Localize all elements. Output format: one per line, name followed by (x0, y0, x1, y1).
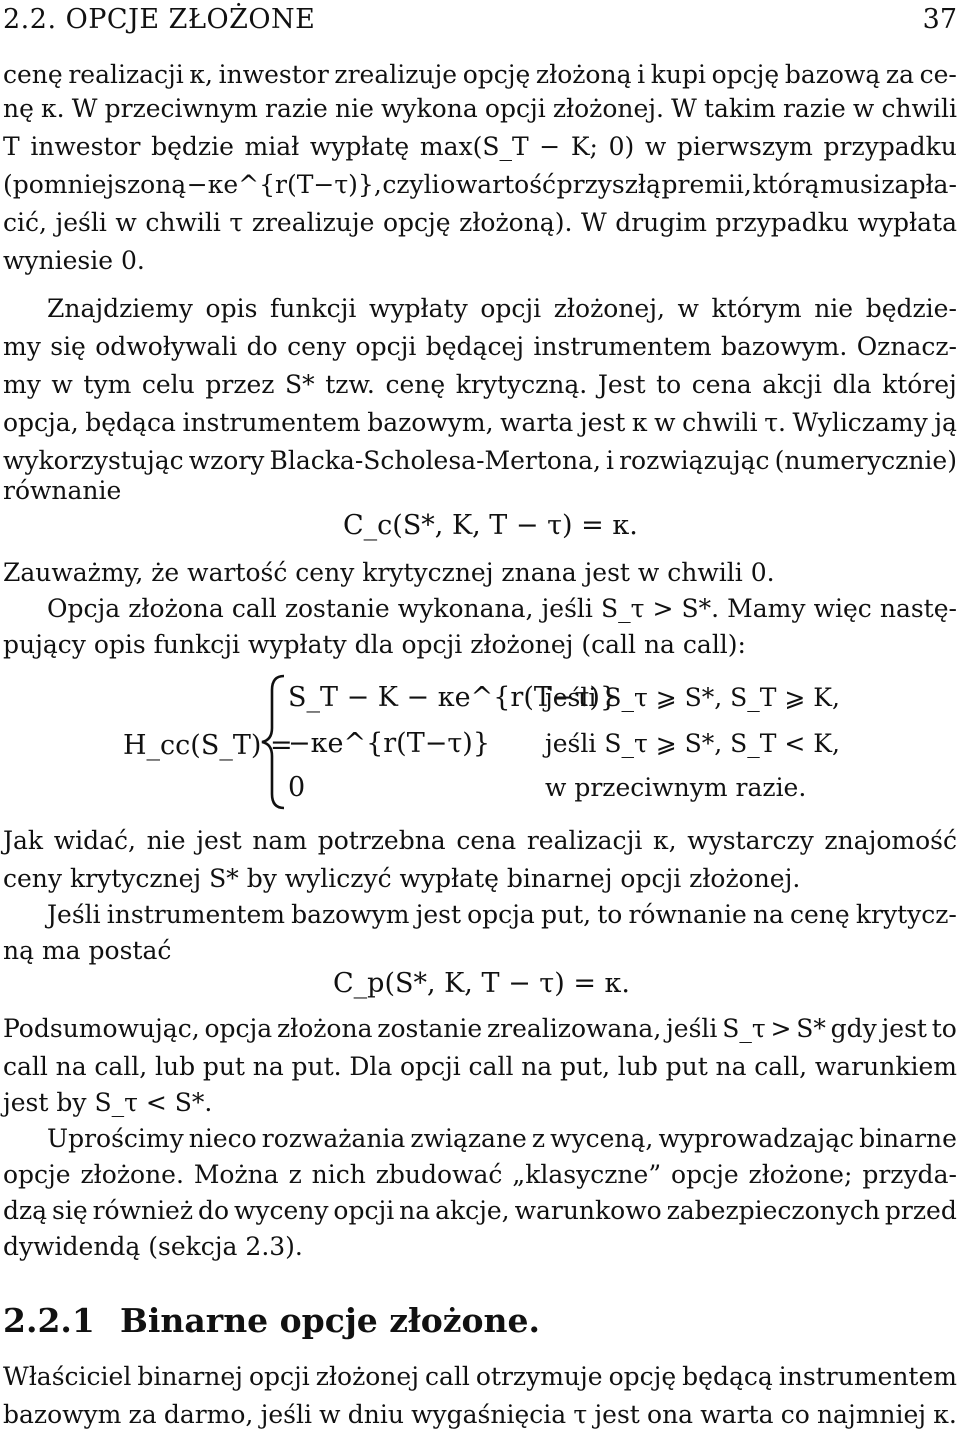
page-number: 37 (922, 4, 957, 35)
text-line: my się odwoływali do ceny opcji będącej instrumentem bazowym. Oznacz- (3, 332, 957, 361)
text-line: Jeśli instrumentem bazowym jest opcja put, to równanie na cenę krytycz- (47, 900, 957, 929)
subsection-title: Binarne opcje złożone. (120, 1301, 540, 1340)
text-line: Znajdziemy opis funkcji wypłaty opcji złożonej, w którym nie będzie- (47, 294, 957, 323)
payoff-case-expr: S_T − K − κe^{r(T−τ)} (288, 682, 618, 713)
payoff-case-cond: jeśli S_τ ⩾ S*, S_T < K, (545, 729, 840, 758)
text-line: równanie (3, 476, 122, 505)
equation-critical-call: C_c(S*, K, T − τ) = κ. (343, 510, 638, 541)
text-line: dywidendą (sekcja 2.3). (3, 1232, 303, 1261)
text-line: pujący opis funkcji wypłaty dla opcji złożonej (call na call): (3, 630, 746, 659)
text-line: wykorzystując wzory Blacka-Scholesa-Mertona, i rozwiązując (numerycznie) (3, 446, 957, 475)
payoff-case-cond: w przeciwnym razie. (545, 773, 807, 802)
text-line: bazowym za darmo, jeśli w dniu wygaśnięcia τ jest ona warta co najmniej κ. (3, 1400, 957, 1429)
text-line: opcje złożone. Można z nich zbudować „klasyczne” opcje złożone; przyda- (3, 1160, 957, 1189)
text-line: wyniesie 0. (3, 246, 145, 275)
text-line: call na call, lub put na put. Dla opcji call na put, lub put na call, warunkiem (3, 1052, 957, 1081)
text-line: dzą się również do wyceny opcji na akcje, warunkowo zabezpieczonych przed (3, 1196, 957, 1225)
text-line: opcja, będąca instrumentem bazowym, warta jest κ w chwili τ. Wyliczamy ją (3, 408, 957, 437)
section-heading: 2.2. OPCJE ZŁOŻONE (3, 4, 316, 35)
payoff-case-expr: −κe^{r(T−τ)} (288, 728, 490, 759)
subsection-heading (3, 1300, 540, 1342)
text-line: Zauważmy, że wartość ceny krytycznej znana jest w chwili 0. (3, 558, 775, 587)
equation-critical-put: C_p(S*, K, T − τ) = κ. (333, 968, 630, 999)
text-line: cić, jeśli w chwili τ zrealizuje opcję złożoną). W drugim przypadku wypłata (3, 208, 957, 237)
text-line: (pomniejszoną −κe^{r(T−τ)}, czyli o wartość przyszłą premii, którą musi zapła- (3, 170, 957, 199)
text-line: Opcja złożona call zostanie wykonana, jeśli S_τ > S*. Mamy więc nastę- (47, 594, 957, 623)
text-line: my w tym celu przez S* tzw. cenę krytyczną. Jest to cena akcji dla której (3, 370, 957, 399)
text-line: ną ma postać (3, 936, 172, 965)
text-line: Właściciel binarnej opcji złożonej call otrzymuje opcję będącą instrumentem (3, 1362, 957, 1391)
subsection-number: 2.2.1 (3, 1301, 95, 1340)
running-header (3, 2, 957, 38)
text-line: T inwestor będzie miał wypłatę max(S_T − K; 0) w pierwszym przypadku (3, 132, 957, 161)
payoff-lhs: H_cc(S_T) = (123, 730, 293, 761)
text-line: jest by S_τ < S*. (3, 1088, 213, 1117)
left-brace (258, 672, 288, 812)
text-line: Podsumowując, opcja złożona zostanie zrealizowana, jeśli S_τ > S* gdy jest to (3, 1014, 957, 1043)
text-line: ceny krytycznej S* by wyliczyć wypłatę binarnej opcji złożonej. (3, 864, 801, 893)
text-line: Uprościmy nieco rozważania związane z wyceną, wyprowadzając binarne (47, 1124, 957, 1153)
payoff-case-cond: jeśli S_τ ⩾ S*, S_T ⩾ K, (545, 683, 840, 712)
text-line: nę κ. W przeciwnym razie nie wykona opcji złożonej. W takim razie w chwili (3, 94, 957, 123)
text-line: Jak widać, nie jest nam potrzebna cena realizacji κ, wystarczy znajomość (3, 826, 957, 855)
payoff-case-expr: 0 (288, 772, 306, 803)
text-line: cenę realizacji κ, inwestor zrealizuje opcję złożoną i kupi opcję bazową za ce- (3, 60, 957, 89)
